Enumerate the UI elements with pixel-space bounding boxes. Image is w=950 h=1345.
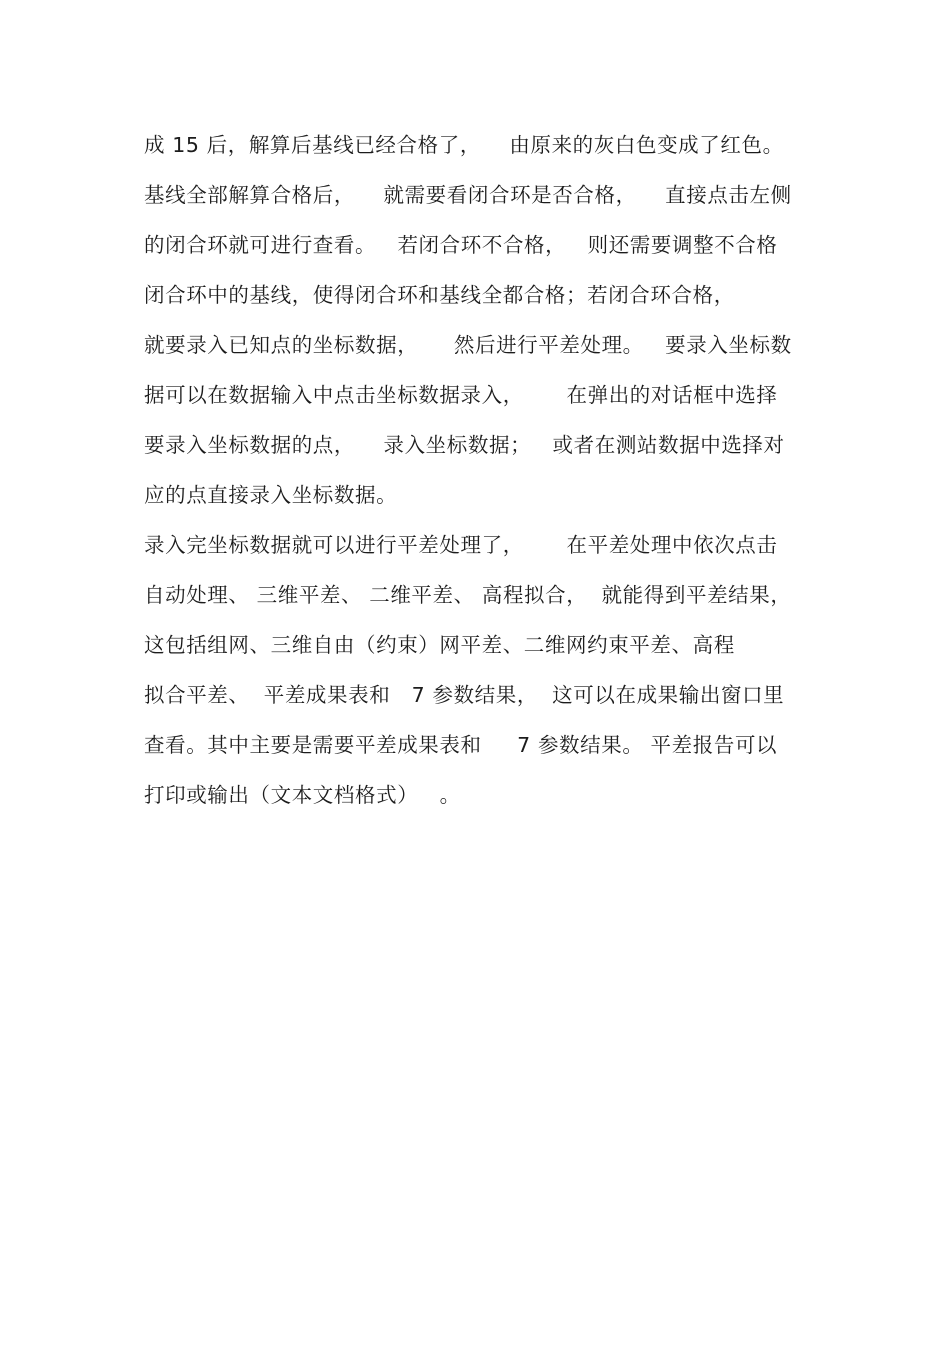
text-line-8: 应的点直接录入坐标数据。 [144,483,398,507]
text-line-9: 录入完坐标数据就可以进行平差处理了， 在平差处理中依次点击 [144,533,778,557]
text-line-10: 自动处理、 三维平差、 二维平差、 高程拟合， 就能得到平差结果， [144,583,792,607]
text-line-3: 的闭合环就可进行查看。 若闭合环不合格， 则还需要调整不合格 [144,233,778,257]
text-line-6: 据可以在数据输入中点击坐标数据录入， 在弹出的对话框中选择 [144,383,778,407]
body-text [144,128,824,828]
text-line-5: 就要录入已知点的坐标数据， 然后进行平差处理。 要录入坐标数 [144,333,792,357]
text-line-2: 基线全部解算合格后， 就需要看闭合环是否合格， 直接点击左侧 [144,183,792,207]
text-line-7: 要录入坐标数据的点， 录入坐标数据； 或者在测站数据中选择对 [144,433,785,457]
text-line-12: 拟合平差、 平差成果表和 7 参数结果， 这可以在成果输出窗口里 [144,683,785,707]
text-line-4: 闭合环中的基线，使得闭合环和基线全都合格；若闭合环合格， [144,283,735,307]
text-line-11: 这包括组网、三维自由（约束）网平差、二维网约束平差、高程 [144,633,735,657]
text-line-13: 查看。其中主要是需要平差成果表和 7 参数结果。 平差报告可以 [144,733,778,757]
text-line-14: 打印或输出（文本文档格式） 。 [144,783,461,807]
text-line-1: 成 15 后，解算后基线已经合格了， 由原来的灰白色变成了红色。 [144,133,784,157]
